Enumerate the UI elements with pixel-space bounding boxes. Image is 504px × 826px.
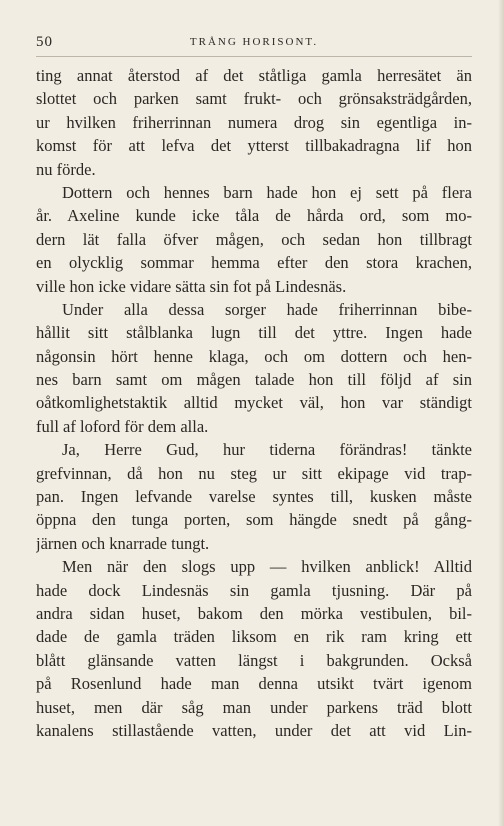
text-line: Ja, Herre Gud, hur tiderna förändras! tänkte — [62, 440, 472, 460]
text-line: nes barn samt om mågen talade hon till följd af sin — [36, 370, 472, 390]
text-line: dern lät falla öfver mågen, och sedan hon tillbragt — [36, 229, 472, 249]
text-line: full af loford för dem alla. — [36, 416, 209, 436]
text-line: ur hvilken friherrinnan numera drog sin egentliga in- — [36, 112, 472, 132]
text-line: grefvinnan, då hon nu steg ur sitt ekipage vid trap- — [36, 463, 472, 483]
text-line: andra sidan huset, bakom den mörka vestibulen, bil- — [36, 603, 472, 623]
text-line: Under alla dessa sorger hade friherrinnan bibe- — [62, 299, 472, 319]
text-line: blått glänsande vatten längst i bakgrunden. Också — [36, 650, 472, 670]
running-title: TRÅNG HORISONT. — [189, 36, 319, 48]
text-line: nu förde. — [36, 159, 96, 179]
text-line: hade dock Lindesnäs sin gamla tjusning. Där på — [36, 580, 472, 600]
text-line: år. Axeline kunde icke tåla de hårda ord, som mo- — [36, 206, 472, 226]
text-line: järnen och knarrade tungt. — [36, 533, 210, 553]
text-line: oåtkomlighetstaktik alltid mycket väl, hon var ständigt — [36, 393, 472, 413]
text-line: ting annat återstod af det ståtliga gamla herresätet än — [36, 66, 472, 85]
page-number: 50 — [36, 34, 53, 50]
text-line: en olycklig sommar hemma efter den stora krachen, — [36, 253, 472, 273]
text-line: slottet och parken samt frukt- och grönsaksträdgården, — [36, 89, 472, 109]
text-line: Dottern och hennes barn hade hon ej sett på flera — [62, 182, 472, 202]
text-line: dade de gamla träden liksom en rik ram kring ett — [36, 627, 472, 647]
text-line: huset, men där såg man under parkens träd blott — [36, 697, 472, 717]
text-line: kanalens stillastående vatten, under det att vid Lin- — [36, 720, 472, 740]
page-header — [36, 34, 472, 57]
text-line: komst för att lefva det ytterst tillbakadragna lif hon — [36, 136, 472, 156]
text-line: öppna den tunga porten, som hängde snedt på gång- — [36, 510, 472, 530]
text-line: pan. Ingen lefvande varelse syntes till, kusken måste — [36, 487, 472, 507]
text-line: Men när den slogs upp — hvilken anblick! Alltid — [62, 557, 472, 577]
text-line: ville hon icke vidare sätta sin fot på Lindesnäs. — [36, 276, 347, 296]
text-line: på Rosenlund hade man denna utsikt tvärt igenom — [36, 674, 472, 694]
text-line: hållit sitt stålblanka lugn till det yttre. Ingen hade — [36, 323, 472, 343]
text-line: någonsin hört henne klaga, och om dottern och hen- — [36, 346, 472, 366]
page-edge-shadow — [498, 0, 504, 826]
body-text — [36, 64, 472, 742]
